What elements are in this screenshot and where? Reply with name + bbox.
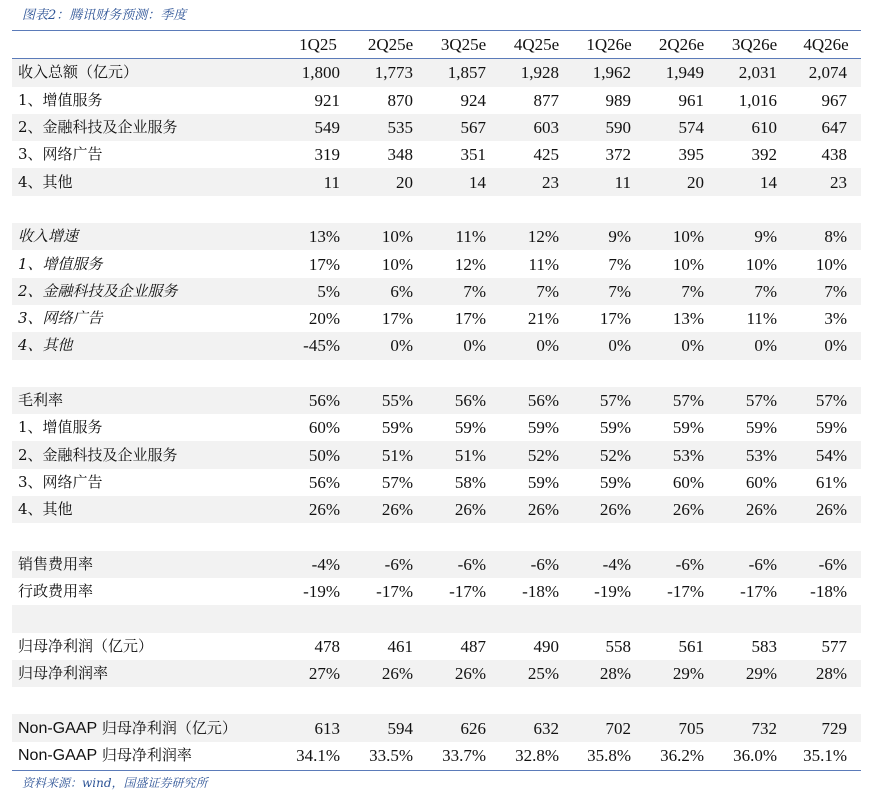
value-cell: 7% [608, 254, 631, 274]
value-cell: 35.1% [803, 745, 847, 765]
value-cell: 13% [282, 223, 354, 250]
value-cell [718, 196, 791, 223]
value-cell: 17% [381, 309, 413, 329]
row-label [12, 360, 282, 387]
value-cell: 26% [354, 660, 427, 687]
value-cell: 29% [718, 660, 791, 687]
value-cell: 26% [282, 496, 354, 523]
value-cell: 0% [718, 332, 791, 359]
value-cell [282, 523, 354, 550]
value-cell: -6% [354, 551, 427, 578]
spacer-row [12, 196, 861, 223]
value-cell: 26% [573, 496, 645, 523]
value-cell [791, 687, 861, 714]
value-cell: 60% [672, 472, 704, 492]
table-row [12, 114, 861, 141]
table-row [12, 414, 861, 441]
value-cell: 59% [381, 418, 413, 438]
value-cell: 1,962 [573, 59, 645, 87]
value-cell: -6% [427, 551, 500, 578]
value-cell: 7% [791, 278, 861, 305]
value-cell: 577 [821, 636, 847, 656]
value-cell [645, 360, 718, 387]
value-cell: 567 [427, 114, 500, 141]
value-cell: 7% [427, 278, 500, 305]
value-cell: 461 [387, 636, 413, 656]
value-cell: 20% [308, 309, 340, 329]
value-cell: 10% [815, 254, 847, 274]
value-cell: 26% [427, 660, 500, 687]
value-cell: 52% [573, 441, 645, 468]
value-cell: 392 [751, 145, 777, 165]
value-cell: 870 [387, 90, 413, 110]
value-cell: -19% [303, 582, 340, 602]
row-label-prefix: Non-GAAP [18, 719, 98, 737]
value-cell: 53% [645, 441, 718, 468]
value-cell: 56% [282, 387, 354, 414]
value-cell: 26% [427, 496, 500, 523]
figure-caption: 图表2：腾讯财务预测：季度 [22, 8, 187, 23]
value-cell: 33.5% [369, 745, 413, 765]
value-cell: 7% [718, 278, 791, 305]
value-cell: 558 [605, 636, 631, 656]
row-label-text: 归母净利润（亿元） [97, 718, 237, 737]
value-cell: -17% [740, 582, 777, 602]
value-cell: 11% [427, 223, 500, 250]
value-cell: 490 [533, 636, 559, 656]
row-label: 4、其他 [12, 168, 282, 195]
value-cell [427, 360, 500, 387]
value-cell: 23 [791, 168, 861, 195]
value-cell: 28% [573, 660, 645, 687]
value-cell: 877 [533, 90, 559, 110]
value-cell: 14 [718, 168, 791, 195]
row-label [12, 714, 282, 741]
value-cell: 11 [573, 168, 645, 195]
value-cell: -17% [667, 582, 704, 602]
value-cell [427, 196, 500, 223]
value-cell: 59% [527, 418, 559, 438]
value-cell: 57% [381, 472, 413, 492]
value-cell [791, 605, 861, 632]
value-cell [500, 196, 573, 223]
value-cell [573, 687, 645, 714]
value-cell: 6% [354, 278, 427, 305]
value-cell: 58% [454, 472, 486, 492]
column-header: 1Q25 [282, 31, 354, 59]
value-cell: 52% [500, 441, 573, 468]
value-cell: 632 [500, 714, 573, 741]
row-label: 归母净利润（亿元） [18, 636, 154, 655]
value-cell: -18% [522, 582, 559, 602]
table-row [12, 469, 861, 496]
value-cell: -4% [282, 551, 354, 578]
row-label [12, 605, 282, 632]
value-cell: 10% [672, 254, 704, 274]
value-cell: 7% [645, 278, 718, 305]
value-cell: 351 [460, 145, 486, 165]
spacer-row [12, 360, 861, 387]
source-note: 资料来源：wind，国盛证券研究所 [22, 776, 208, 790]
row-label: 4、其他 [12, 496, 282, 523]
value-cell: 29% [645, 660, 718, 687]
value-cell: 561 [678, 636, 704, 656]
value-cell: 603 [500, 114, 573, 141]
table-row [12, 141, 861, 168]
value-cell [791, 360, 861, 387]
value-cell: 610 [718, 114, 791, 141]
value-cell: 59% [454, 418, 486, 438]
table-row [12, 278, 861, 305]
value-cell: 17% [308, 254, 340, 274]
value-cell: 60% [308, 418, 340, 438]
value-cell: 0% [354, 332, 427, 359]
value-cell: 36.0% [733, 745, 777, 765]
value-cell: 11 [282, 168, 354, 195]
row-label: 2、金融科技及企业服务 [12, 114, 282, 141]
table-row [12, 441, 861, 468]
value-cell: 26% [791, 496, 861, 523]
value-cell: 53% [718, 441, 791, 468]
row-label-text: 归母净利润率 [97, 745, 192, 764]
value-cell: 26% [718, 496, 791, 523]
value-cell [791, 523, 861, 550]
value-cell [354, 196, 427, 223]
value-cell: -45% [282, 332, 354, 359]
value-cell: 13% [672, 309, 704, 329]
value-cell: 34.1% [296, 745, 340, 765]
spacer-row [12, 523, 861, 550]
value-cell: 10% [354, 223, 427, 250]
value-cell [573, 605, 645, 632]
value-cell: 2,074 [791, 59, 861, 87]
row-label: 1、增值服务 [18, 418, 103, 437]
value-cell [645, 523, 718, 550]
value-cell [645, 605, 718, 632]
header-label-cell [12, 31, 282, 59]
value-cell: 50% [282, 441, 354, 468]
value-cell: 613 [282, 714, 354, 741]
table-body [12, 59, 861, 769]
value-cell: 56% [308, 472, 340, 492]
value-cell: 59% [815, 418, 847, 438]
value-cell: 705 [645, 714, 718, 741]
value-cell: 549 [282, 114, 354, 141]
value-cell [282, 605, 354, 632]
value-cell: 56% [500, 387, 573, 414]
value-cell: -19% [594, 582, 631, 602]
value-cell [500, 523, 573, 550]
value-cell [573, 360, 645, 387]
value-cell: 32.8% [515, 745, 559, 765]
value-cell: 729 [791, 714, 861, 741]
value-cell: 0% [573, 332, 645, 359]
value-cell: 1,928 [500, 59, 573, 87]
value-cell: 20 [354, 168, 427, 195]
value-cell: 732 [718, 714, 791, 741]
value-cell: 59% [672, 418, 704, 438]
value-cell: -17% [449, 582, 486, 602]
value-cell: 9% [718, 223, 791, 250]
value-cell: 1,857 [427, 59, 500, 87]
table-row [12, 305, 861, 332]
row-label: 收入总额（亿元） [12, 59, 282, 87]
value-cell: 590 [573, 114, 645, 141]
value-cell: 438 [821, 145, 847, 165]
value-cell: 1,949 [645, 59, 718, 87]
value-cell: -6% [645, 551, 718, 578]
row-label [12, 687, 282, 714]
row-label [12, 523, 282, 550]
value-cell: 425 [533, 145, 559, 165]
row-label: 收入增速 [12, 223, 282, 250]
value-cell [718, 687, 791, 714]
value-cell: 26% [500, 496, 573, 523]
value-cell [282, 687, 354, 714]
value-cell: -6% [791, 551, 861, 578]
value-cell: 0% [500, 332, 573, 359]
value-cell: 33.7% [442, 745, 486, 765]
value-cell: 59% [527, 472, 559, 492]
value-cell [645, 196, 718, 223]
row-label [12, 196, 282, 223]
bottom-rule [12, 770, 861, 771]
value-cell: 36.2% [660, 745, 704, 765]
value-cell: 51% [354, 441, 427, 468]
table-row [12, 250, 861, 277]
column-header: 1Q26e [573, 31, 645, 59]
value-cell: 14 [427, 168, 500, 195]
value-cell: 9% [573, 223, 645, 250]
column-header: 4Q26e [791, 31, 861, 59]
row-label: 归母净利润率 [12, 660, 282, 687]
value-cell: 10% [645, 223, 718, 250]
value-cell: 0% [645, 332, 718, 359]
value-cell: 12% [500, 223, 573, 250]
row-label [12, 742, 282, 769]
table-row [12, 551, 861, 578]
value-cell [354, 687, 427, 714]
value-cell [282, 196, 354, 223]
value-cell: 17% [599, 309, 631, 329]
row-label: 行政费用率 [18, 582, 94, 601]
value-cell: 17% [454, 309, 486, 329]
value-cell: 35.8% [587, 745, 631, 765]
value-cell: 989 [605, 90, 631, 110]
column-header: 2Q25e [354, 31, 427, 59]
value-cell: 56% [427, 387, 500, 414]
table-row [12, 660, 861, 687]
header-row [12, 31, 861, 59]
value-cell: -6% [500, 551, 573, 578]
forecast-table [12, 31, 861, 769]
value-cell: 395 [678, 145, 704, 165]
value-cell [645, 687, 718, 714]
value-cell: 59% [599, 472, 631, 492]
table-row [12, 168, 861, 195]
column-header: 3Q25e [427, 31, 500, 59]
value-cell: 594 [354, 714, 427, 741]
value-cell: 961 [678, 90, 704, 110]
column-header: 2Q26e [645, 31, 718, 59]
value-cell: 57% [791, 387, 861, 414]
row-label: 2、金融科技及企业服务 [12, 441, 282, 468]
value-cell: 647 [791, 114, 861, 141]
value-cell [282, 360, 354, 387]
column-header: 3Q26e [718, 31, 791, 59]
row-label: 3、网络广告 [18, 309, 103, 328]
value-cell: 967 [821, 90, 847, 110]
value-cell: 319 [314, 145, 340, 165]
value-cell [427, 523, 500, 550]
value-cell: 574 [645, 114, 718, 141]
spacer-row [12, 687, 861, 714]
value-cell: 3% [824, 309, 847, 329]
value-cell: 61% [815, 472, 847, 492]
value-cell: 59% [599, 418, 631, 438]
value-cell: 0% [791, 332, 861, 359]
table-row [12, 387, 861, 414]
row-label: 销售费用率 [12, 551, 282, 578]
value-cell: 2,031 [718, 59, 791, 87]
value-cell: 10% [745, 254, 777, 274]
value-cell: -6% [718, 551, 791, 578]
value-cell: 5% [282, 278, 354, 305]
value-cell: 702 [573, 714, 645, 741]
value-cell: 626 [427, 714, 500, 741]
value-cell [427, 605, 500, 632]
value-cell: 27% [282, 660, 354, 687]
value-cell: 57% [718, 387, 791, 414]
spacer-row [12, 605, 861, 632]
row-label: 毛利率 [12, 387, 282, 414]
value-cell: 1,800 [282, 59, 354, 87]
value-cell: 1,773 [354, 59, 427, 87]
value-cell: 11% [528, 254, 559, 274]
value-cell: 23 [500, 168, 573, 195]
value-cell [718, 523, 791, 550]
value-cell [500, 605, 573, 632]
value-cell: -4% [573, 551, 645, 578]
row-label: 3、网络广告 [18, 145, 103, 164]
table-row [12, 87, 861, 114]
row-label: 3、网络广告 [18, 472, 103, 491]
row-label: 1、增值服务 [18, 254, 103, 273]
value-cell: 60% [745, 472, 777, 492]
value-cell [573, 523, 645, 550]
value-cell: 26% [354, 496, 427, 523]
value-cell: 8% [791, 223, 861, 250]
value-cell: 478 [314, 636, 340, 656]
row-label: 4、其他 [12, 332, 282, 359]
value-cell: 1,016 [738, 90, 777, 110]
value-cell: 10% [381, 254, 413, 274]
value-cell: 348 [387, 145, 413, 165]
value-cell: -17% [376, 582, 413, 602]
table-row [12, 742, 861, 769]
value-cell [500, 687, 573, 714]
value-cell: -18% [810, 582, 847, 602]
value-cell: 0% [427, 332, 500, 359]
value-cell: 25% [500, 660, 573, 687]
value-cell: 921 [314, 90, 340, 110]
value-cell: 11% [746, 309, 777, 329]
value-cell: 59% [745, 418, 777, 438]
table-row [12, 714, 861, 741]
value-cell [500, 360, 573, 387]
value-cell [718, 360, 791, 387]
value-cell: 12% [454, 254, 486, 274]
value-cell [354, 523, 427, 550]
value-cell [791, 196, 861, 223]
value-cell [354, 360, 427, 387]
value-cell [354, 605, 427, 632]
value-cell: 535 [354, 114, 427, 141]
table-row [12, 223, 861, 250]
value-cell: 487 [460, 636, 486, 656]
table-row [12, 59, 861, 87]
row-label: 2、金融科技及企业服务 [12, 278, 282, 305]
value-cell: 55% [354, 387, 427, 414]
table-row [12, 496, 861, 523]
value-cell: 7% [573, 278, 645, 305]
value-cell: 28% [791, 660, 861, 687]
value-cell: 57% [645, 387, 718, 414]
value-cell: 26% [645, 496, 718, 523]
row-label-prefix: Non-GAAP [18, 746, 98, 764]
value-cell: 372 [605, 145, 631, 165]
value-cell: 583 [751, 636, 777, 656]
value-cell: 57% [573, 387, 645, 414]
value-cell [573, 196, 645, 223]
table-row [12, 332, 861, 359]
value-cell: 7% [500, 278, 573, 305]
value-cell [718, 605, 791, 632]
value-cell: 20 [645, 168, 718, 195]
value-cell [427, 687, 500, 714]
value-cell: 54% [791, 441, 861, 468]
table-row [12, 578, 861, 605]
column-header: 4Q25e [500, 31, 573, 59]
row-label: 1、增值服务 [18, 90, 103, 109]
value-cell: 21% [527, 309, 559, 329]
value-cell: 924 [460, 90, 486, 110]
table-row [12, 633, 861, 660]
value-cell: 51% [427, 441, 500, 468]
